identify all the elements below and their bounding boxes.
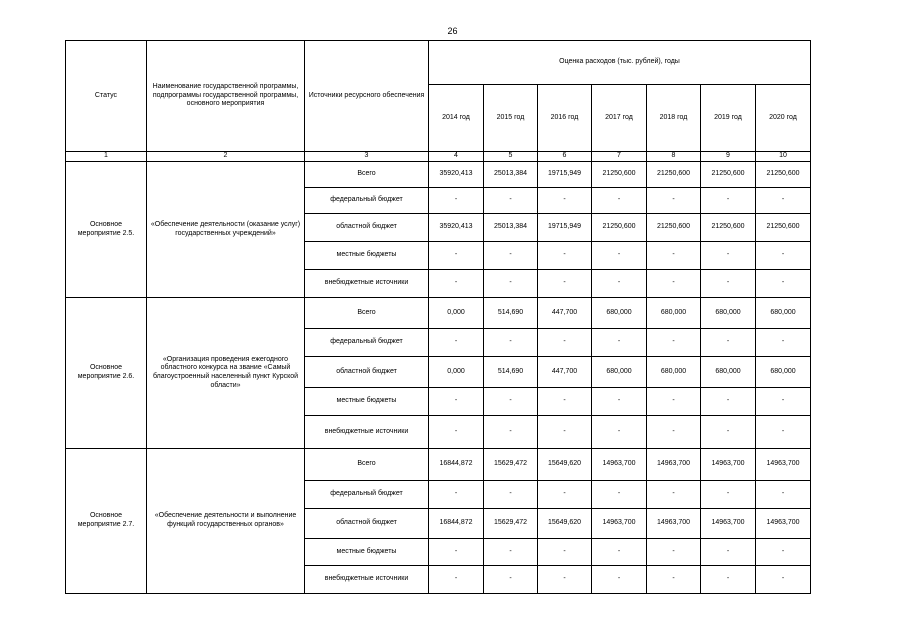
value-cell: -	[538, 388, 592, 416]
value-cell: 514,690	[484, 357, 538, 388]
value-cell: -	[756, 270, 811, 298]
value-cell: 680,000	[647, 357, 701, 388]
value-cell: 35920,413	[429, 214, 484, 242]
value-cell: 21250,600	[592, 162, 647, 188]
column-number: 5	[484, 152, 538, 162]
value-cell: 14963,700	[756, 509, 811, 539]
value-cell: -	[592, 481, 647, 509]
value-cell: -	[701, 416, 756, 449]
value-cell: -	[592, 188, 647, 214]
value-cell: -	[592, 270, 647, 298]
column-number: 2	[147, 152, 305, 162]
value-cell: -	[647, 388, 701, 416]
value-cell: -	[701, 242, 756, 270]
column-number: 4	[429, 152, 484, 162]
value-cell: 14963,700	[701, 509, 756, 539]
value-cell: -	[429, 188, 484, 214]
value-cell: 14963,700	[701, 449, 756, 481]
row-source: внебюджетные источники	[305, 566, 429, 594]
value-cell: 680,000	[756, 298, 811, 329]
value-cell: -	[484, 388, 538, 416]
table-row	[66, 298, 811, 329]
column-number: 8	[647, 152, 701, 162]
value-cell: 14963,700	[647, 449, 701, 481]
value-cell: 447,700	[538, 357, 592, 388]
value-cell: -	[538, 329, 592, 357]
value-cell: -	[647, 270, 701, 298]
value-cell: 514,690	[484, 298, 538, 329]
row-measure-name: «Организация проведения ежегодного областного конкурса на звание «Самый благоустроенный населенный пункт Курской области»	[147, 298, 305, 449]
row-source: федеральный бюджет	[305, 329, 429, 357]
budget-table	[65, 40, 811, 594]
value-cell: -	[592, 539, 647, 566]
value-cell: 14963,700	[592, 509, 647, 539]
column-number: 6	[538, 152, 592, 162]
value-cell: -	[538, 242, 592, 270]
row-source: федеральный бюджет	[305, 188, 429, 214]
value-cell: 0,000	[429, 357, 484, 388]
value-cell: 680,000	[592, 298, 647, 329]
value-cell: -	[484, 566, 538, 594]
value-cell: 15649,620	[538, 449, 592, 481]
header-year: 2015 год	[484, 85, 538, 152]
value-cell: -	[701, 481, 756, 509]
value-cell: -	[538, 539, 592, 566]
value-cell: -	[647, 566, 701, 594]
row-source: областной бюджет	[305, 357, 429, 388]
column-number-row	[66, 152, 811, 162]
header-year: 2017 год	[592, 85, 647, 152]
value-cell: -	[756, 242, 811, 270]
value-cell: -	[701, 270, 756, 298]
value-cell: 21250,600	[592, 214, 647, 242]
value-cell: 680,000	[701, 298, 756, 329]
header-expenses: Оценка расходов (тыс. рублей), годы	[429, 41, 811, 85]
column-number: 9	[701, 152, 756, 162]
value-cell: 447,700	[538, 298, 592, 329]
value-cell: 21250,600	[647, 214, 701, 242]
value-cell: -	[592, 242, 647, 270]
value-cell: -	[647, 242, 701, 270]
header-row	[66, 41, 811, 85]
value-cell: 16844,872	[429, 509, 484, 539]
row-status: Основное мероприятие 2.7.	[66, 449, 147, 594]
value-cell: -	[538, 416, 592, 449]
row-source: местные бюджеты	[305, 539, 429, 566]
value-cell: -	[484, 416, 538, 449]
row-source: Всего	[305, 162, 429, 188]
value-cell: -	[756, 481, 811, 509]
row-source: Всего	[305, 449, 429, 481]
header-year: 2016 год	[538, 85, 592, 152]
value-cell: -	[484, 188, 538, 214]
value-cell: 25013,384	[484, 162, 538, 188]
row-source: внебюджетные источники	[305, 270, 429, 298]
value-cell: -	[592, 329, 647, 357]
row-source: Всего	[305, 298, 429, 329]
value-cell: 16844,872	[429, 449, 484, 481]
value-cell: 15629,472	[484, 449, 538, 481]
value-cell: -	[429, 388, 484, 416]
value-cell: -	[484, 270, 538, 298]
value-cell: -	[701, 566, 756, 594]
value-cell: -	[756, 566, 811, 594]
value-cell: -	[756, 539, 811, 566]
value-cell: -	[484, 539, 538, 566]
row-status: Основное мероприятие 2.6.	[66, 298, 147, 449]
value-cell: -	[701, 329, 756, 357]
value-cell: 14963,700	[592, 449, 647, 481]
value-cell: -	[538, 270, 592, 298]
value-cell: 680,000	[756, 357, 811, 388]
column-number: 3	[305, 152, 429, 162]
table-row	[66, 162, 811, 188]
value-cell: -	[429, 242, 484, 270]
value-cell: -	[484, 242, 538, 270]
header-year: 2014 год	[429, 85, 484, 152]
value-cell: -	[701, 388, 756, 416]
value-cell: -	[429, 539, 484, 566]
page-number: 26	[447, 26, 458, 36]
value-cell: -	[429, 481, 484, 509]
column-number: 1	[66, 152, 147, 162]
value-cell: 21250,600	[647, 162, 701, 188]
value-cell: -	[592, 416, 647, 449]
value-cell: 25013,384	[484, 214, 538, 242]
value-cell: -	[756, 416, 811, 449]
value-cell: 14963,700	[647, 509, 701, 539]
value-cell: 21250,600	[756, 162, 811, 188]
row-measure-name: «Обеспечение деятельности и выполнение функций государственных органов»	[147, 449, 305, 594]
value-cell: -	[647, 329, 701, 357]
value-cell: 680,000	[592, 357, 647, 388]
header-year: 2020 год	[756, 85, 811, 152]
row-source: областной бюджет	[305, 214, 429, 242]
column-number: 7	[592, 152, 647, 162]
value-cell: -	[701, 539, 756, 566]
row-source: внебюджетные источники	[305, 416, 429, 449]
value-cell: 35920,413	[429, 162, 484, 188]
budget-table-body	[66, 41, 811, 594]
header-year: 2018 год	[647, 85, 701, 152]
value-cell: -	[429, 329, 484, 357]
value-cell: -	[429, 270, 484, 298]
header-year: 2019 год	[701, 85, 756, 152]
header-sources: Источники ресурсного обеспечения	[305, 41, 429, 152]
header-status: Статус	[66, 41, 147, 152]
value-cell: -	[484, 329, 538, 357]
row-measure-name: «Обеспечение деятельности (оказание услуг) государственных учреждений»	[147, 162, 305, 298]
value-cell: 21250,600	[701, 162, 756, 188]
value-cell: -	[647, 539, 701, 566]
value-cell: -	[592, 566, 647, 594]
value-cell: -	[701, 188, 756, 214]
value-cell: 21250,600	[756, 214, 811, 242]
value-cell: -	[756, 388, 811, 416]
value-cell: 21250,600	[701, 214, 756, 242]
value-cell: 15649,620	[538, 509, 592, 539]
value-cell: -	[647, 416, 701, 449]
value-cell: 14963,700	[756, 449, 811, 481]
value-cell: -	[756, 329, 811, 357]
value-cell: -	[756, 188, 811, 214]
value-cell: -	[647, 188, 701, 214]
row-source: местные бюджеты	[305, 242, 429, 270]
row-source: местные бюджеты	[305, 388, 429, 416]
value-cell: -	[429, 566, 484, 594]
value-cell: -	[647, 481, 701, 509]
value-cell: 15629,472	[484, 509, 538, 539]
value-cell: 0,000	[429, 298, 484, 329]
value-cell: 19715,949	[538, 162, 592, 188]
row-source: федеральный бюджет	[305, 481, 429, 509]
value-cell: -	[538, 188, 592, 214]
column-number: 10	[756, 152, 811, 162]
row-status: Основное мероприятие 2.5.	[66, 162, 147, 298]
value-cell: -	[592, 388, 647, 416]
row-source: областной бюджет	[305, 509, 429, 539]
value-cell: 19715,949	[538, 214, 592, 242]
table-row	[66, 449, 811, 481]
value-cell: -	[484, 481, 538, 509]
header-name: Наименование государственной программы, подпрограммы государственной программы, основного мероприятия	[147, 41, 305, 152]
value-cell: -	[538, 481, 592, 509]
value-cell: -	[538, 566, 592, 594]
value-cell: 680,000	[647, 298, 701, 329]
value-cell: 680,000	[701, 357, 756, 388]
value-cell: -	[429, 416, 484, 449]
